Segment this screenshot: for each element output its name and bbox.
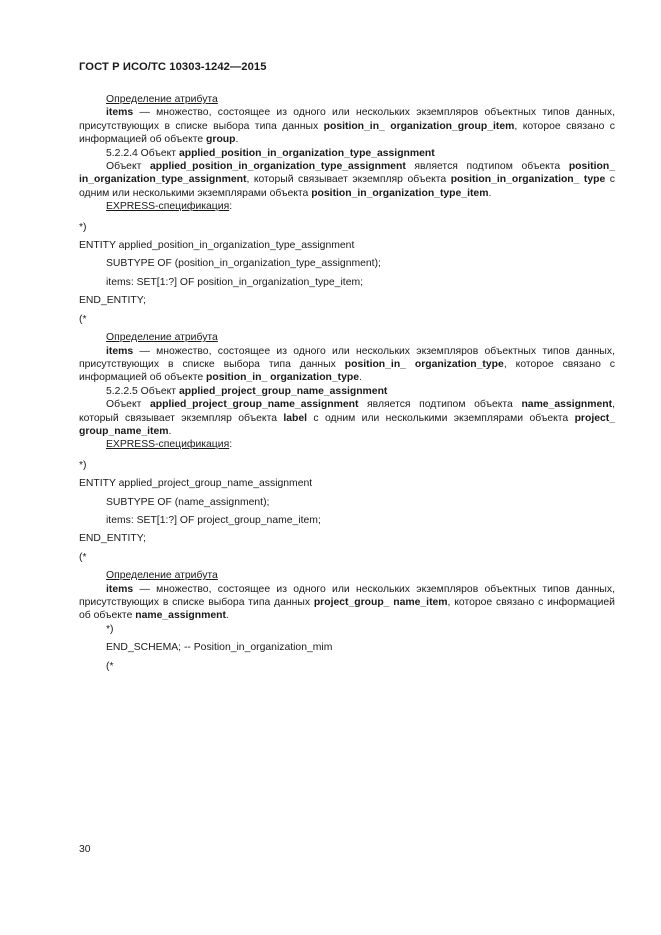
code-subtype-5224: SUBTYPE OF (position_in_organization_type_assignment); bbox=[106, 258, 381, 270]
attribute-definition-heading-text: Определение атрибута bbox=[106, 94, 218, 105]
section-5225-paragraph: Объект applied_project_group_name_assignment является подтипом объекта name_assignment, который связывает экземпляр объекта label с одним или несколькими экземплярами объекта project_ group_name_item. bbox=[79, 399, 615, 437]
code-items-5224: items: SET[1:?] OF position_in_organization_type_item; bbox=[106, 276, 364, 288]
code-close-5224: (* bbox=[79, 313, 87, 325]
code-end-entity-5224: END_ENTITY; bbox=[79, 295, 146, 307]
document-body bbox=[79, 93, 615, 673]
code-end-entity-5225: END_ENTITY; bbox=[79, 533, 146, 545]
express-spec-label-5224: EXPRESS-спецификация: bbox=[106, 201, 233, 213]
code-close-5225: (* bbox=[79, 551, 87, 563]
code-open-5224: *) bbox=[79, 221, 87, 233]
section-heading-5224-name: applied_position_in_organization_type_assignment bbox=[178, 147, 435, 159]
items-term: items bbox=[106, 107, 134, 119]
schema-end: END_SCHEMA; -- Position_in_organization_mim bbox=[106, 642, 333, 654]
page-number: 30 bbox=[79, 844, 91, 855]
schema-code-open: *) bbox=[106, 623, 114, 635]
items-attribute-definition: items — множество, состоящее из одного или нескольких экземпляров объектных типов данных, присутствующих в списке выбора типа данных position_in_ organization_group_item, которое связано с информацией об объекте group. bbox=[79, 107, 616, 146]
code-open-5225: *) bbox=[79, 459, 87, 471]
items-attribute-definition-5225: items — множество, состоящее из одного или нескольких экземпляров объектных типов данных, присутствующих в списке выбора типа данных project_group_ name_item, которое связано с информацией об объекте name_assignment. bbox=[79, 583, 615, 622]
items-attribute-definition-5224: items — множество, состоящее из одного или нескольких экземпляров объектных типов данных, присутствующих в списке выбора типа данных position_in_ organization_type, которое связано с информацией об объекте position_in_ organization_type. bbox=[79, 345, 616, 384]
schema-code-close: (* bbox=[106, 660, 114, 672]
items-object: group bbox=[206, 134, 236, 146]
section-5224-paragraph: Объект applied_position_in_organization_type_assignment является подтипом объекта position_ in_organization_type_assignment, который связывает экземпляр объекта position_in_organization_ type с одним или несколькими экземплярами объекта position_in_organization_type_item. bbox=[79, 161, 615, 199]
section-heading-5224: 5.2.2.4 Объект applied_position_in_organization_type_assignment bbox=[106, 147, 435, 159]
code-items-5225: items: SET[1:?] OF project_group_name_item; bbox=[106, 514, 321, 526]
attribute-definition-heading-5224: Определение атрибута bbox=[106, 332, 218, 344]
code-subtype-5225: SUBTYPE OF (name_assignment); bbox=[106, 496, 270, 508]
attribute-definition-heading bbox=[79, 93, 615, 106]
code-entity-5225: ENTITY applied_project_group_name_assignment bbox=[79, 478, 313, 490]
section-heading-5225: 5.2.2.5 Объект applied_project_group_name_assignment bbox=[106, 385, 388, 397]
code-entity-5224: ENTITY applied_position_in_organization_type_assignment bbox=[79, 240, 355, 252]
section-heading-5225-name: applied_project_group_name_assignment bbox=[178, 385, 388, 397]
document-header: ГОСТ Р ИСО/ТС 10303-1242—2015 bbox=[79, 61, 267, 73]
express-spec-label-5225: EXPRESS-спецификация: bbox=[106, 439, 233, 451]
items-type: position_in_ organization_group_item bbox=[323, 120, 515, 132]
attribute-definition-heading-5225: Определение атрибута bbox=[106, 570, 218, 582]
